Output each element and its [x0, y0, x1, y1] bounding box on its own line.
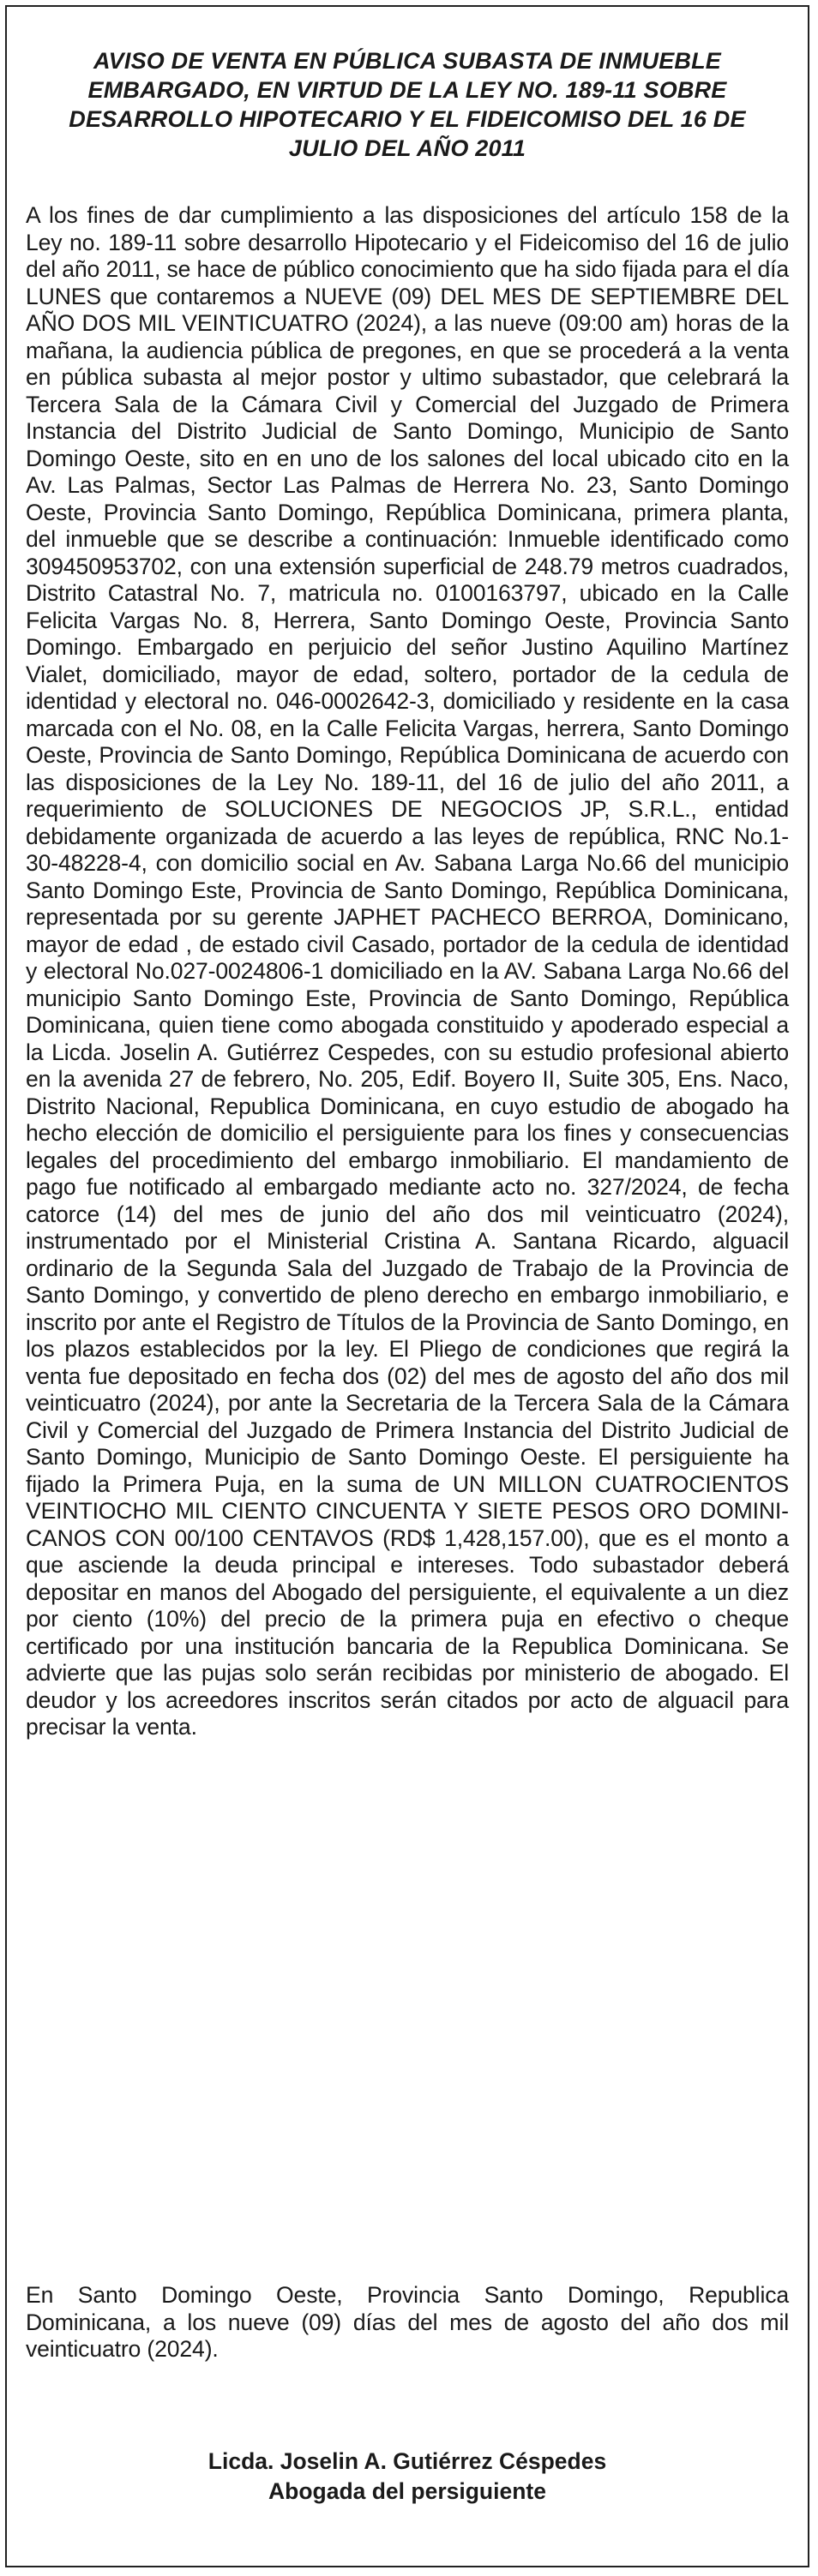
signature-block: [41, 2447, 773, 2507]
legal-notice: [5, 5, 809, 2567]
notice-title: AVISO DE VENTA EN PÚBLICA SUBASTA DE INMUEBLE EMBARGADO, EN VIRTUD DE LA LEY NO. 189-11 SOBRE DESARROLLO HIPOTECARIO Y EL FIDEICOMISO DEL 16 DE JULIO DEL AÑO 2011: [69, 48, 746, 161]
notice-body: A los fines de dar cumplimiento a las disposiciones del artículo 158 de la Ley no. 189-11 sobre desarrollo Hipotecario y el Fideicomiso del 16 de julio del año 2011, se hace de público conocimiento que ha sido fijada para el día LUNES que contaremos a NUEVE (09) DEL MES DE SEPTIEMBRE DEL AÑO DOS MIL VEINTICUATRO (2024), a las nueve (09:00 am) horas de la mañana, la audiencia pública de pregones, en que se procederá a la venta en pública subasta al mejor postor y ultimo subastador, que celebrará la Tercera Sala de la Cámara Civil y Comercial del Juzgado de Primera Instancia del Distrito Judicial de Santo Domingo, Municipio de Santo Domingo Oeste, sito en en uno de los salones del local ubicado cito en la Av. Las Palmas, Sector Las Palmas de Herrera No. 23, Santo Domingo Oeste, Provincia Santo Domingo, República Dominicana, primera planta, del inmueble que se describe a continuación: Inmueble identificado como 309450953702, con una extensión superficial de 248.79 metros cuadrados, Distrito Catastral No. 7, matricula no. 0100163797, ubicado en la Calle Felicita Vargas No. 8, Herrera, Santo Domingo Oeste, Provincia Santo Domingo. Embargado en perjuicio del señor Justino Aquilino Martínez Vialet, domiciliado, mayor de edad, soltero, portador de la cedula de identidad y electoral no. 046-0002642-3, domiciliado y residente en la casa marcada con el No. 08, en la Calle Felicita Vargas, herrera, Santo Domingo Oeste, Provincia de Santo Domingo, República Dominicana de acuerdo con las disposiciones de la Ley No. 189-11, del 16 de julio del año 2011, a requerimiento de SOLUCIONES DE NEGOCIOS JP, S.R.L., entidad debidamente organizada de acuerdo a las leyes de república, RNC No.1-30-48228-4, con domicilio social en Av. Sabana Larga No.66 del municipio Santo Domingo Este, Provincia de Santo Domingo, República Dominicana, representada por su gerente JAPHET PACHECO BERROA, Dominicano, mayor de edad , de estado civil Casado, portador de la cedula de identidad y electoral No.027-0024806-1 domiciliado en la AV. Sabana Larga No.66 del municipio Santo Domingo Este, Provincia de Santo Domingo, República Dominicana, quien tiene como abogada constituido y apoderado especial a la Licda. Joselin A. Gutiérrez Cespedes, con su estudio profesional abierto en la avenida 27 de febrero, No. 205, Edif. Boyero II, Suite 305, Ens. Naco, Distrito Nacional, Republica Dominicana, en cuyo estudio de abogado ha hecho elección de domicilio el persiguiente para los fines y consecuencias legales del procedimiento del embargo inmobiliario. El mandamiento de pago fue notificado al embargado mediante acto no. 327/2024, de fecha catorce (14) del mes de junio del año dos mil veinticuatro (2024), instrumentado por el Ministerial Cristina A. Santana Ricardo, alguacil ordinario de la Segunda Sala del Juzgado de Trabajo de la Provincia de Santo Domingo, y convertido de pleno derecho en embargo inmobiliario, e inscrito por ante el Registro de Títulos de la Provincia de Santo Domingo, en los plazos establecidos por la ley. El Pliego de condiciones que regirá la venta fue depositado en fecha dos (02) del mes de agosto del año dos mil veinticuatro (2024), por ante la Secretaria de la Tercera Sala de la Cámara Civil y Comercial del Juzgado de Primera Instancia del Distrito Judicial de Santo Domingo, Municipio de Santo Domingo Oeste. El persiguiente ha fijado la Primera Puja, en la suma de UN MILLON CUATROCIENTOS VEINTIOCHO MIL CIENTO CINCUENTA Y SIETE PESOS ORO DOMINICANOS CON 00/100 CENTAVOS (RD$ 1,428,157.00), que es el monto a que asciende la deuda principal e intereses. Todo subastador deberá depositar en manos del Abogado del persiguiente, el equivalente a un diez por ciento (10%) del precio de la primera puja en efectivo o cheque certificado por una institución bancaria de la Republica Dominicana. Se advierte que las pujas solo serán recibidas por ministerio de abogado. El deudor y los acreedores inscritos serán citados por acto de alguacil para precisar la venta.: [26, 202, 789, 1740]
notice-closing: En Santo Domingo Oeste, Provincia Santo Domingo, Republica Dominicana, a los nueve (09) días del mes de agosto del año dos mil veinticuatro (2024).: [26, 2282, 789, 2362]
signature-name: Licda. Joselin A. Gutiérrez Céspedes: [208, 2448, 607, 2474]
signature-role: Abogada del persiguiente: [268, 2478, 546, 2504]
